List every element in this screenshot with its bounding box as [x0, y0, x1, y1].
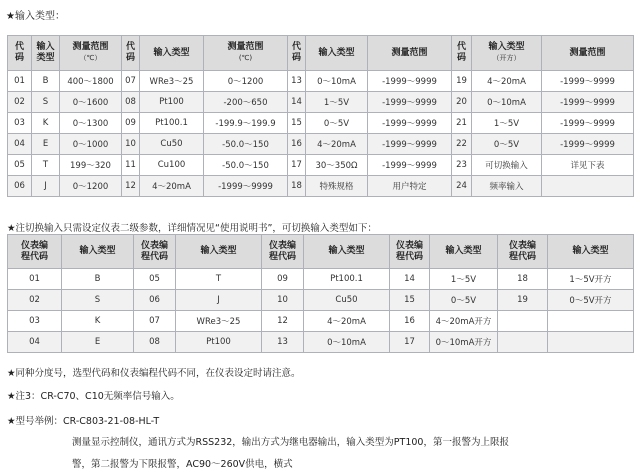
table-cell: 17	[288, 155, 306, 176]
column-header	[60, 36, 122, 71]
column-header	[262, 235, 304, 269]
header-line: 仪表编	[268, 240, 296, 251]
table-cell: B	[32, 71, 60, 92]
column-header	[472, 36, 542, 71]
table-cell: 0～10mA	[304, 332, 390, 353]
table-cell: 4～20mA	[306, 134, 368, 155]
column-header	[390, 235, 430, 269]
table-cell: 22	[452, 134, 472, 155]
table-cell: 0～5V	[472, 134, 542, 155]
header-line: 仪表编	[508, 240, 536, 251]
table-cell: 用户特定	[368, 176, 452, 197]
header-line: 输入	[36, 42, 55, 52]
table-cell: 30～350Ω	[306, 155, 368, 176]
table-row	[8, 332, 634, 353]
header-line: 仪表编	[20, 240, 48, 251]
table-cell: 05	[8, 155, 32, 176]
table-cell: Cu50	[140, 134, 204, 155]
table-cell: 01	[8, 71, 32, 92]
table-cell: -1999～9999	[542, 113, 634, 134]
heading-input-types: ★输入类型：	[6, 11, 65, 22]
table-cell: K	[62, 311, 134, 332]
table-cell: 01	[8, 269, 62, 290]
table-cell: 1～5V	[472, 113, 542, 134]
header-line: 代	[456, 42, 466, 52]
table-cell: 04	[8, 134, 32, 155]
header-line: 代	[291, 42, 301, 52]
header-line: 码	[456, 53, 466, 63]
table-cell: 13	[288, 71, 306, 92]
header-line: 仪表编	[395, 240, 423, 251]
header-line: 类型	[36, 53, 55, 63]
table-cell: -1999～9999	[542, 71, 634, 92]
table-cell	[548, 311, 634, 332]
column-header	[8, 36, 32, 71]
table-cell: -50.0～150	[204, 155, 288, 176]
table-cell: J	[32, 176, 60, 197]
header-line: （开方）	[492, 54, 521, 62]
column-header	[140, 36, 204, 71]
header-line: 程代码	[395, 251, 423, 262]
header-line: 输入类型	[153, 47, 190, 58]
header-line: 程代码	[20, 251, 48, 262]
header-line: 输入类型	[328, 246, 365, 256]
header-line: 程代码	[140, 251, 168, 262]
table-cell: Pt100	[176, 332, 262, 353]
header-line: 码	[14, 53, 24, 63]
column-header	[62, 235, 134, 269]
table-cell: -1999～9999	[368, 134, 452, 155]
table-cell: 0～5V	[306, 113, 368, 134]
table-cell: 17	[390, 332, 430, 353]
column-header	[452, 36, 472, 71]
column-header	[288, 36, 306, 71]
table-cell: 19	[498, 290, 548, 311]
table-cell: 19	[452, 71, 472, 92]
table-cell: 1～5V	[306, 92, 368, 113]
table-cell: 0～5V	[430, 290, 498, 311]
table-cell: WRe3～25	[176, 311, 262, 332]
header-line: 程代码	[508, 251, 536, 262]
table-cell: K	[32, 113, 60, 134]
table-cell: 特殊规格	[306, 176, 368, 197]
header-line: （℃）	[79, 54, 102, 62]
table-cell	[542, 176, 634, 197]
table-cell: 04	[8, 332, 62, 353]
table-cell: 24	[452, 176, 472, 197]
column-header	[134, 235, 176, 269]
header-line: 测量范围	[391, 47, 428, 58]
table-cell: T	[176, 269, 262, 290]
table-cell: -1999～9999	[542, 134, 634, 155]
column-header	[122, 36, 140, 71]
table-cell: 0～10mA	[306, 71, 368, 92]
table-cell: Pt100.1	[304, 269, 390, 290]
table-cell: 1～5V开方	[548, 269, 634, 290]
table-cell: -200～650	[204, 92, 288, 113]
table-cell: 0～1600	[60, 92, 122, 113]
table-cell: 02	[8, 290, 62, 311]
input-type-table	[7, 35, 634, 197]
table-cell: 02	[8, 92, 32, 113]
table-cell: 05	[134, 269, 176, 290]
table-cell: 详见下表	[542, 155, 634, 176]
table-row	[8, 92, 634, 113]
table-cell: 4～20mA	[472, 71, 542, 92]
column-header	[542, 36, 634, 71]
table-cell: 16	[288, 134, 306, 155]
table-cell: -1999～9999	[368, 113, 452, 134]
table-row	[8, 113, 634, 134]
table-cell: 09	[122, 113, 140, 134]
table-cell: 可切换输入	[472, 155, 542, 176]
table-cell: WRe3～25	[140, 71, 204, 92]
table-cell: -1999～9999	[204, 176, 288, 197]
table-cell: -1999～9999	[368, 92, 452, 113]
table-cell: 09	[262, 269, 304, 290]
header-line: 测量范围	[227, 42, 264, 52]
header-line: 代	[14, 42, 24, 52]
note-code-difference: ★同种分度号，选型代码和仪表编程代码不同，在仪表设定时请注意。	[7, 368, 301, 379]
table-cell: Pt100	[140, 92, 204, 113]
table-cell: S	[62, 290, 134, 311]
column-header	[548, 235, 634, 269]
table-cell: 0～1300	[60, 113, 122, 134]
table-cell: 08	[134, 332, 176, 353]
table-cell: 0～10mA开方	[430, 332, 498, 353]
table-cell: -199.9～199.9	[204, 113, 288, 134]
header-line: 程代码	[268, 251, 296, 262]
note-model-description-1: 测量显示控制仪，通讯方式为RSS232，输出方式为继电器输出，输入类型为PT100，第一报警为上限报	[72, 437, 509, 448]
note-frequency-input: ★注3：CR-C70、C10无频率信号输入。	[7, 391, 180, 402]
table-cell: 12	[122, 176, 140, 197]
table-cell: 199～320	[60, 155, 122, 176]
table-cell: -1999～9999	[368, 71, 452, 92]
table-cell: Cu100	[140, 155, 204, 176]
table-cell: -1999～9999	[368, 155, 452, 176]
table-cell: 10	[262, 290, 304, 311]
table-cell: 0～10mA	[472, 92, 542, 113]
header-line: 码	[291, 53, 301, 63]
table-cell: 08	[122, 92, 140, 113]
header-line: 仪表编	[140, 240, 168, 251]
header-line: 输入类型	[488, 42, 525, 52]
table-cell: 20	[452, 92, 472, 113]
table-row	[8, 290, 634, 311]
table-cell: 14	[390, 269, 430, 290]
column-header	[306, 36, 368, 71]
table-row	[8, 134, 634, 155]
table-cell: B	[62, 269, 134, 290]
column-header	[176, 235, 262, 269]
table-cell: 15	[288, 113, 306, 134]
header-line: 输入类型	[200, 246, 237, 256]
table-cell: 0～1000	[60, 134, 122, 155]
table-cell: -50.0～150	[204, 134, 288, 155]
table-cell: 03	[8, 113, 32, 134]
table-cell	[548, 332, 634, 353]
table-cell: 21	[452, 113, 472, 134]
note-model-example: ★型号举例：CR-C803-21-08-HL-T	[7, 416, 160, 427]
column-header	[368, 36, 452, 71]
table-cell: -1999～9999	[542, 92, 634, 113]
switchable-input-table	[7, 234, 634, 353]
header-line: 输入类型	[445, 246, 482, 256]
heading-switchable-inputs: ★注切换输入只需设定仪表二级参数，详细情况见“使用说明书”，可切换输入类型如下：	[7, 223, 377, 234]
table-cell	[498, 311, 548, 332]
table-cell: 06	[134, 290, 176, 311]
table-cell: 18	[288, 176, 306, 197]
table-cell: 0～5V开方	[548, 290, 634, 311]
column-header	[430, 235, 498, 269]
table-cell: 10	[122, 134, 140, 155]
column-header	[304, 235, 390, 269]
table-cell: 频率输入	[472, 176, 542, 197]
table-cell: S	[32, 92, 60, 113]
table-cell: 0～1200	[60, 176, 122, 197]
header-line: 输入类型	[79, 246, 116, 256]
table-cell: Cu50	[304, 290, 390, 311]
table-cell: 15	[390, 290, 430, 311]
column-header	[204, 36, 288, 71]
table-row	[8, 269, 634, 290]
table-cell: E	[32, 134, 60, 155]
header-line: 代	[125, 42, 135, 52]
table-cell: Pt100.1	[140, 113, 204, 134]
table-cell: 16	[390, 311, 430, 332]
table-cell	[498, 332, 548, 353]
header-line: 输入类型	[318, 47, 355, 58]
header-line: 测量范围	[569, 47, 606, 58]
table-cell: 07	[134, 311, 176, 332]
table-row	[8, 71, 634, 92]
table-cell: 400～1800	[60, 71, 122, 92]
table-cell: 06	[8, 176, 32, 197]
table-cell: 13	[262, 332, 304, 353]
table-cell: 4～20mA	[140, 176, 204, 197]
table-cell: 4～20mA	[304, 311, 390, 332]
column-header	[32, 36, 60, 71]
table-cell: 11	[122, 155, 140, 176]
table-cell: J	[176, 290, 262, 311]
column-header	[498, 235, 548, 269]
table-row	[8, 176, 634, 197]
table-cell: 18	[498, 269, 548, 290]
header-line: 码	[125, 53, 135, 63]
table-cell: 07	[122, 71, 140, 92]
table-cell: 1～5V	[430, 269, 498, 290]
table-cell: 4～20mA开方	[430, 311, 498, 332]
note-model-description-2: 警，第二报警为下限报警，AC90～260V供电，横式	[72, 459, 293, 470]
header-line: (℃)	[238, 54, 253, 62]
table-cell: 0～1200	[204, 71, 288, 92]
table-cell: 23	[452, 155, 472, 176]
table-cell: 03	[8, 311, 62, 332]
table-cell: E	[62, 332, 134, 353]
header-line: 测量范围	[72, 42, 109, 52]
table-row	[8, 155, 634, 176]
column-header	[8, 235, 62, 269]
table-cell: 14	[288, 92, 306, 113]
table-row	[8, 311, 634, 332]
table-cell: T	[32, 155, 60, 176]
header-line: 输入类型	[572, 246, 609, 256]
table-cell: 12	[262, 311, 304, 332]
